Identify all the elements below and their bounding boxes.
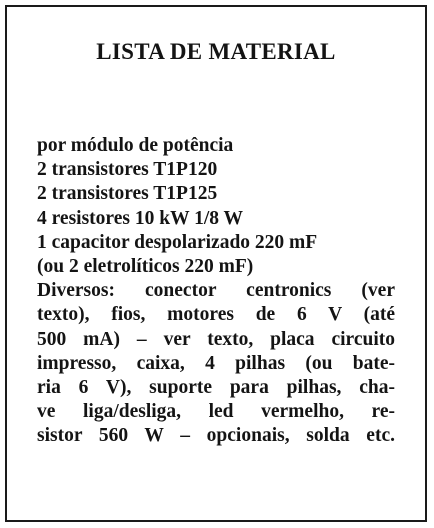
material-list xyxy=(37,134,395,449)
diversos-line: Diversos: conector centronics (ver xyxy=(37,280,395,302)
diversos-line: ve liga/desliga, led vermelho, re- xyxy=(37,401,395,423)
material-list-box xyxy=(5,5,427,522)
diversos-line: impresso, caixa, 4 pilhas (ou bate- xyxy=(37,352,395,374)
list-item: 1 capacitor despolarizado 220 mF xyxy=(37,231,318,253)
diversos-line: ria 6 V), suporte para pilhas, cha- xyxy=(37,377,395,399)
list-item: 4 resistores 10 kW 1/8 W xyxy=(37,207,244,229)
diversos-line: 500 mA) – ver texto, placa circuito xyxy=(37,328,395,350)
diversos-line: sistor 560 W – opcionais, solda etc. xyxy=(37,425,395,447)
page-title: LISTA DE MATERIAL xyxy=(96,39,336,64)
list-item: 2 transistores T1P125 xyxy=(37,183,218,205)
diversos-line: texto), fios, motores de 6 V (até xyxy=(37,304,395,326)
list-item: 2 transistores T1P120 xyxy=(37,159,218,181)
list-item: (ou 2 eletrolíticos 220 mF) xyxy=(37,256,254,278)
list-item: por módulo de potência xyxy=(37,135,234,156)
